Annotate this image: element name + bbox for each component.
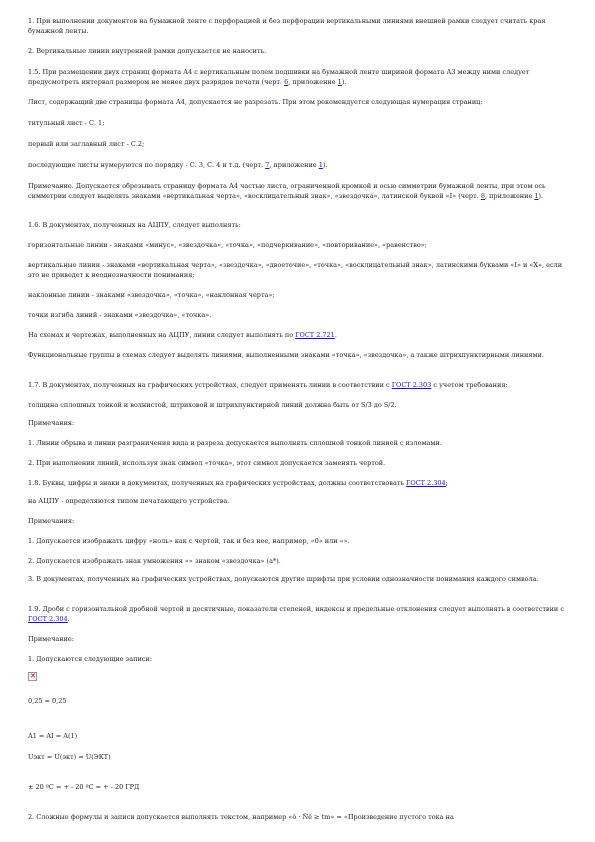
gost-2304-link[interactable]: ГОСТ 2.304: [28, 615, 68, 623]
formula-2: A1 = AI = A(1): [28, 732, 78, 740]
paragraph-7: последующие листы нумеруются по порядку - С. 3, С. 4 и т.д. (черт. 7, приложение 1).: [28, 161, 328, 169]
paragraph-26: 3. В документах, полученных на графических устройствах, допускаются другие шрифты при условии однозначности понимания каждого символа.: [28, 575, 539, 583]
paragraph-3: 1.5. При размещении двух страниц формата А4 с вертикальным полем подшивки на бумажной ленте шириной формата А3 между ними следует предусмотреть интервал размером не менее двух разрядов печати (черт. 6, приложение 1).: [28, 68, 530, 86]
figure-6-link[interactable]: 6: [284, 78, 289, 86]
gost-2721-link[interactable]: ГОСТ 2.721: [295, 331, 335, 339]
paragraph-23: Примечания:: [28, 517, 75, 525]
appendix-1-link[interactable]: 1: [534, 192, 539, 200]
paragraph-25: 2. Допускается изображать знак умножения «» знаком «звездочка» (а*).: [28, 557, 281, 565]
paragraph-4: Лист, содержащий две страницы формата А4, допускается не разрезать. При этом рекомендуется следующая нумерация страниц:: [28, 98, 483, 106]
paragraph-27: 1.9. Дроби с горизонтальной дробной чертой и десятичные, показатели степеней, индексы и предельные отклонения следует выполнять в соответствии с ГОСТ 2.304.: [28, 605, 564, 623]
gost-2303-link[interactable]: ГОСТ 2.303: [391, 381, 432, 389]
paragraph-10: горизонтальные линии - знаками «минус», «звездочка», «точка», «подчеркивание», «повторивание», «равенство»;: [28, 241, 427, 249]
paragraph-30: 2. Сложные формулы и записи допускается выполнять текстом, например «ô · Ñê ≥ tm» = «Произведение пустого тока на: [28, 813, 454, 821]
paragraph-21: 1.8. Буквы, цифры и знаки в документах, полученных на графических устройствах, должны соответствовать ГОСТ 2.304;: [28, 479, 448, 487]
paragraph-28: Примечание:: [28, 635, 74, 643]
appendix-1-link[interactable]: 1: [318, 161, 323, 169]
paragraph-17: толщина сплошных тонкой и волнистой, штриховой и штрихпунктирной линий должна быть от S/3 до S/2.: [28, 401, 397, 409]
appendix-1-link[interactable]: 1: [337, 78, 342, 86]
figure-7-link[interactable]: 7: [265, 161, 270, 169]
paragraph-16: 1.7. В документах, полученных на графических устройствах, следует применять линии в соответствии с ГОСТ 2.303 с учетом требования:: [28, 381, 508, 389]
gost-2304-link[interactable]: ГОСТ 2.304: [406, 479, 446, 487]
paragraph-20: 2. При выполнении линий, используя знак символ «точка», этот символ допускается заменять чертой.: [28, 459, 386, 467]
broken-image-icon: [28, 672, 37, 681]
paragraph-29: 1. Допускаются следующие записи:: [28, 655, 152, 663]
paragraph-1: 1. При выполнении документов на бумажной ленте с перфорацией и без перфорации вертикальными линиями внешней рамки следует считать края бумажной ленты.: [28, 17, 546, 35]
paragraph-22: на АЦПУ - определяются типом печатающего устройства.: [28, 497, 230, 505]
paragraph-14: На схемах и чертежах, выполненных на АЦПУ, линии следует выполнять по ГОСТ 2.721.: [28, 331, 337, 339]
figure-8-link[interactable]: 8: [480, 192, 485, 200]
formula-3: Uэкт = U(экт) = U(ЭКТ): [28, 753, 111, 761]
paragraph-15: Функциональные группы в схемах следует выделять линиями, выполненными знаками «точка», «звездочка», а также штрихпунктирными линиями.: [28, 351, 544, 359]
formula-1: 0,25 = 0,25: [28, 697, 67, 705]
paragraph-6: первый или заглавный лист - С.2;: [28, 140, 145, 148]
paragraph-12: наклонные линии - знаками «звездочка», «точка», «наклонная черта»;: [28, 291, 275, 299]
paragraph-13: точки изгиба линий - знаками «звездочка», «точка».: [28, 311, 212, 319]
paragraph-11: вертикальные линии - знаками «вертикальная черта», «звездочка», «двоеточие», «точка», «восклицательный знак», латинскими буквами «I» и «Х», если это не приведет к неоднозначности понимания;: [28, 261, 563, 279]
paragraph-5: титульный лист - С. 1;: [28, 119, 105, 127]
paragraph-9: 1.6. В документах, полученных на АЦПУ, следует выполнять:: [28, 221, 241, 229]
paragraph-24: 1. Допускается изображать цифру «ноль» как с чертой, так и без нее, например, «0» или «».: [28, 537, 350, 545]
paragraph-8: Примечание. Допускается обрезывать страницу формата А4 частью листа, ограниченной кромкой и осью симметрии бумажной ленты, при этом ось симметрии следует выделять знаками «вертикальная черта», «восклицательный знак», «звездочка», латинской буквой «I» (черт. 8, приложение 1).: [28, 182, 546, 200]
paragraph-19: 1. Линии обрыва и линии разграничения вида и разреза допускается выполнять сплошной тонкой линией с изломами.: [28, 439, 442, 447]
paragraph-18: Примечания:: [28, 419, 75, 427]
paragraph-2: 2. Вертикальные линии внутренней рамки допускается не наносить.: [28, 47, 267, 55]
formula-4: ± 20 ºС = + - 20 ºС = + - 20 ГРД: [28, 783, 140, 791]
